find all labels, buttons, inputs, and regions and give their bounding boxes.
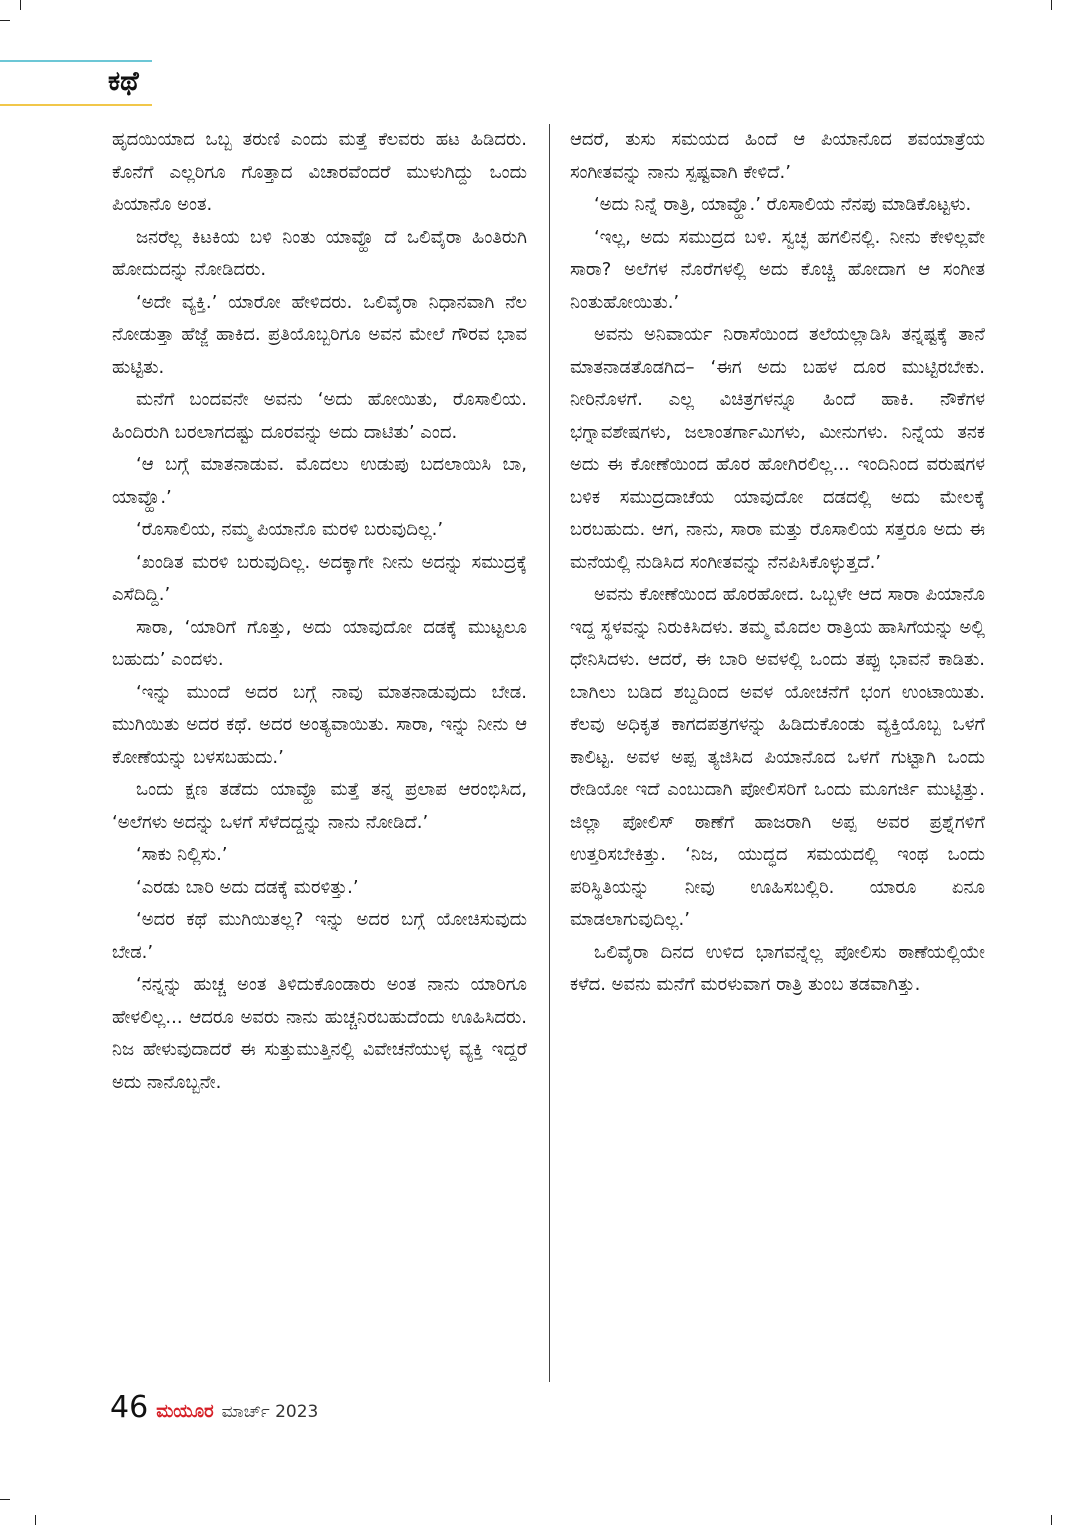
page-number: 46: [110, 1390, 149, 1425]
crop-mark-bottom-left: [0, 1499, 10, 1500]
paragraph: ಒಲಿವೈರಾ ದಿನದ ಉಳಿದ ಭಾಗವನ್ನೆಲ್ಲ ಪೋಲಿಸು ಠಾಣೆಯಲ್ಲಿಯೇ ಕಳೆದ. ಅವನು ಮನೆಗೆ ಮರಳುವಾಗ ರಾತ್ರಿ ತುಂಬ ತಡವಾಗಿತ್ತು.: [570, 941, 985, 995]
paragraph: ಸಾರಾ, ‘ಯಾರಿಗೆ ಗೊತ್ತು, ಅದು ಯಾವುದೋ ದಡಕ್ಕೆ ಮುಟ್ಟಲೂ ಬಹುದು’ ಎಂದಳು.: [112, 616, 527, 670]
crop-mark-top-left: [20, 0, 21, 10]
paragraph: ಜನರೆಲ್ಲ ಕಿಟಕಿಯ ಬಳಿ ನಿಂತು ಯಾವ್ಹೊ ದೆ ಒಲಿವೈರಾ ಹಿಂತಿರುಗಿ ಹೋದುದನ್ನು ನೋಡಿದರು.: [112, 226, 527, 280]
paragraph: ‘ಸಾಕು ನಿಲ್ಲಿಸು.’: [136, 844, 228, 865]
crop-mark-top-right: [1051, 0, 1052, 10]
paragraph: ‘ನನ್ನನ್ನು ಹುಚ್ಚ ಅಂತ ತಿಳಿದುಕೊಂಡಾರು ಅಂತ ನಾನು ಯಾರಿಗೂ ಹೇಳಲಿಲ್ಲ... ಆದರೂ ಅವರು ನಾನು ಹುಚ್ಚನಿರಬಹುದೆಂದು ಊಹಿಸಿದರು. ನಿಜ ಹೇಳುವುದಾದರೆ ಈ ಸುತ್ತುಮುತ್ತಿನಲ್ಲಿ ವಿವೇಚನೆಯುಳ್ಳ ವ್ಯಕ್ತಿ ಇದ್ದರೆ ಅದು ನಾನೊಬ್ಬನೇ.: [112, 974, 527, 1093]
paragraph: ‘ಇಲ್ಲ, ಅದು ಸಮುದ್ರದ ಬಳಿ. ಸ್ವಚ್ಛ ಹಗಲಿನಲ್ಲಿ. ನೀನು ಕೇಳಿಲ್ಲವೇ ಸಾರಾ? ಅಲೆಗಳ ನೊರೆಗಳಲ್ಲಿ ಅದು ಕೊಚ್ಚಿ ಹೋದಾಗ ಆ ಸಂಗೀತ ನಿಂತುಹೋಯಿತು.’: [570, 226, 985, 313]
crop-mark-bottom-left-vertical: [35, 1515, 36, 1525]
crop-mark-bottom-right: [1051, 1515, 1052, 1525]
paragraph: ‘ಖಂಡಿತ ಮರಳಿ ಬರುವುದಿಲ್ಲ. ಅದಕ್ಕಾಗೇ ನೀನು ಅದನ್ನು ಸಮುದ್ರಕ್ಕೆ ಎಸೆದಿದ್ದಿ.’: [112, 551, 527, 605]
paragraph: ‘ಅದು ನಿನ್ನೆ ರಾತ್ರಿ, ಯಾವ್ಹೊ.’ ರೊಸಾಲಿಯ ನೆನಪು ಮಾಡಿಕೊಟ್ಟಳು.: [594, 194, 972, 215]
story-column-left: [112, 124, 527, 1394]
paragraph: ಆದರೆ, ತುಸು ಸಮಯದ ಹಿಂದೆ ಆ ಪಿಯಾನೊದ ಶವಯಾತ್ರೆಯ ಸಂಗೀತವನ್ನು ನಾನು ಸ್ಪಷ್ಟವಾಗಿ ಕೇಳಿದೆ.’: [570, 129, 985, 183]
paragraph: ‘ಅದೇ ವ್ಯಕ್ತಿ.’ ಯಾರೋ ಹೇಳಿದರು. ಒಲಿವೈರಾ ನಿಧಾನವಾಗಿ ನೆಲ ನೋಡುತ್ತಾ ಹೆಜ್ಜೆ ಹಾಕಿದ. ಪ್ರತಿಯೊಬ್ಬರಿಗೂ ಅವನ ಮೇಲೆ ಗೌರವ ಭಾವ ಹುಟ್ಟಿತು.: [112, 291, 527, 378]
paragraph: ‘ಎರಡು ಬಾರಿ ಅದು ದಡಕ್ಕೆ ಮರಳಿತ್ತು.’: [136, 876, 359, 898]
column-divider: [549, 124, 550, 1382]
paragraph: ಮನೆಗೆ ಬಂದವನೇ ಅವನು ‘ಅದು ಹೋಯಿತು, ರೊಸಾಲಿಯ. ಹಿಂದಿರುಗಿ ಬರಲಾಗದಷ್ಟು ದೂರವನ್ನು ಅದು ದಾಟಿತು’ ಎಂದ.: [112, 389, 527, 443]
paragraph: ‘ರೊಸಾಲಿಯ, ನಮ್ಮ ಪಿಯಾನೊ ಮರಳಿ ಬರುವುದಿಲ್ಲ.’: [136, 519, 444, 540]
story-column-right: [570, 124, 985, 1394]
section-title: ಕಥೆ: [108, 66, 139, 97]
paragraph: ಅವನು ಕೋಣೆಯಿಂದ ಹೊರಹೋದ. ಒಬ್ಬಳೇ ಆದ ಸಾರಾ ಪಿಯಾನೊ ಇದ್ದ ಸ್ಥಳವನ್ನು ನಿರುಕಿಸಿದಳು. ತಮ್ಮ ಮೊದಲ ರಾತ್ರಿಯ ಹಾಸಿಗೆಯನ್ನು ಅಲ್ಲಿ ಧೇನಿಸಿದಳು. ಆದರೆ, ಈ ಬಾರಿ ಅವಳಲ್ಲಿ ಒಂದು ತಪ್ಪು ಭಾವನೆ ಕಾಡಿತು. ಬಾಗಿಲು ಬಡಿದ ಶಬ್ದದಿಂದ ಅವಳ ಯೋಚನೆಗೆ ಭಂಗ ಉಂಟಾಯಿತು. ಕೆಲವು ಅಧಿಕೃತ ಕಾಗದಪತ್ರಗಳನ್ನು ಹಿಡಿದುಕೊಂಡು ವ್ಯಕ್ತಿಯೊಬ್ಬ ಒಳಗೆ ಕಾಲಿಟ್ಟ. ಅವಳ ಅಪ್ಪ ತ್ಯಜಿಸಿದ ಪಿಯಾನೊದ ಒಳಗೆ ಗುಟ್ಟಾಗಿ ಒಂದು ರೇಡಿಯೋ ಇದೆ ಎಂಬುದಾಗಿ ಪೋಲಿಸರಿಗೆ ಒಂದು ಮೂಗರ್ಜಿ ಮುಟ್ಟಿತ್ತು. ಜಿಲ್ಲಾ ಪೋಲಿಸ್ ಠಾಣೆಗೆ ಹಾಜರಾಗಿ ಅಪ್ಪ ಅವರ ಪ್ರಶ್ನೆಗಳಿಗೆ ಉತ್ತರಿಸಬೇಕಿತ್ತು. ‘ನಿಜ, ಯುದ್ಧದ ಸಮಯದಲ್ಲಿ ಇಂಥ ಒಂದು ಪರಿಸ್ಥಿತಿಯನ್ನು ನೀವು ಊಹಿಸಬಲ್ಲಿರಿ. ಯಾರೂ ಏನೂ ಮಾಡಲಾಗುವುದಿಲ್ಲ.’: [570, 584, 985, 930]
paragraph: ‘ಇನ್ನು ಮುಂದೆ ಅದರ ಬಗ್ಗೆ ನಾವು ಮಾತನಾಡುವುದು ಬೇಡ. ಮುಗಿಯಿತು ಅದರ ಕಥೆ. ಅದರ ಅಂತ್ಯವಾಯಿತು. ಸಾರಾ, ಇನ್ನು ನೀನು ಆ ಕೋಣೆಯನ್ನು ಬಳಸಬಹುದು.’: [112, 681, 527, 768]
paragraph: ‘ಆ ಬಗ್ಗೆ ಮಾತನಾಡುವ. ಮೊದಲು ಉಡುಪು ಬದಲಾಯಿಸಿ ಬಾ, ಯಾವ್ಹೊ.’: [112, 454, 527, 508]
paragraph: ‘ಅದರ ಕಥೆ ಮುಗಿಯಿತಲ್ಲ? ಇನ್ನು ಅದರ ಬಗ್ಗೆ ಯೋಚಿಸುವುದು ಬೇಡ.’: [112, 909, 527, 963]
header-accent-rule-bottom: [0, 104, 152, 106]
crop-mark-left-top: [0, 20, 10, 21]
magazine-logo: ಮಯೂರ: [156, 1401, 214, 1422]
paragraph: ಹೃದಯಿಯಾದ ಒಬ್ಬ ತರುಣಿ ಎಂದು ಮತ್ತೆ ಕೆಲವರು ಹಟ ಹಿಡಿದರು. ಕೊನೆಗೆ ಎಲ್ಲರಿಗೂ ಗೊತ್ತಾದ ವಿಚಾರವೆಂದರೆ ಮುಳುಗಿದ್ದು ಒಂದು ಪಿಯಾನೊ ಅಂತ.: [112, 129, 527, 215]
page-footer: [110, 1390, 318, 1434]
paragraph: ಅವನು ಅನಿವಾರ್ಯ ನಿರಾಸೆಯಿಂದ ತಲೆಯಲ್ಲಾಡಿಸಿ ತನ್ನಷ್ಟಕ್ಕೆ ತಾನೆ ಮಾತನಾಡತೊಡಗಿದ– ‘ಈಗ ಅದು ಬಹಳ ದೂರ ಮುಟ್ಟಿರಬೇಕು. ನೀರಿನೊಳಗೆ. ಎಲ್ಲ ವಿಚಿತ್ರಗಳನ್ನೂ ಹಿಂದೆ ಹಾಕಿ. ನೌಕೆಗಳ ಭಗ್ನಾವಶೇಷಗಳು, ಜಲಾಂತರ್ಗಾಮಿಗಳು, ಮೀನುಗಳು. ನಿನ್ನೆಯ ತನಕ ಅದು ಈ ಕೋಣೆಯಿಂದ ಹೊರ ಹೋಗಿರಲಿಲ್ಲ... ಇಂದಿನಿಂದ ವರುಷಗಳ ಬಳಿಕ ಸಮುದ್ರದಾಚೆಯ ಯಾವುದೋ ದಡದಲ್ಲಿ ಅದು ಮೇಲಕ್ಕೆ ಬರಬಹುದು. ಆಗ, ನಾನು, ಸಾರಾ ಮತ್ತು ರೊಸಾಲಿಯ ಸತ್ತರೂ ಅದು ಈ ಮನೆಯಲ್ಲಿ ನುಡಿಸಿದ ಸಂಗೀತವನ್ನು ನೆನಪಿಸಿಕೊಳ್ಳುತ್ತದೆ.’: [570, 324, 985, 573]
issue-date: ಮಾರ್ಚ್ 2023: [221, 1402, 319, 1422]
paragraph: ಒಂದು ಕ್ಷಣ ತಡೆದು ಯಾವ್ಹೊ ಮತ್ತೆ ತನ್ನ ಪ್ರಲಾಪ ಆರಂಭಿಸಿದ, ‘ಅಲೆಗಳು ಅದನ್ನು ಒಳಗೆ ಸೆಳೆದದ್ದನ್ನು ನಾನು ನೋಡಿದೆ.’: [112, 779, 527, 833]
